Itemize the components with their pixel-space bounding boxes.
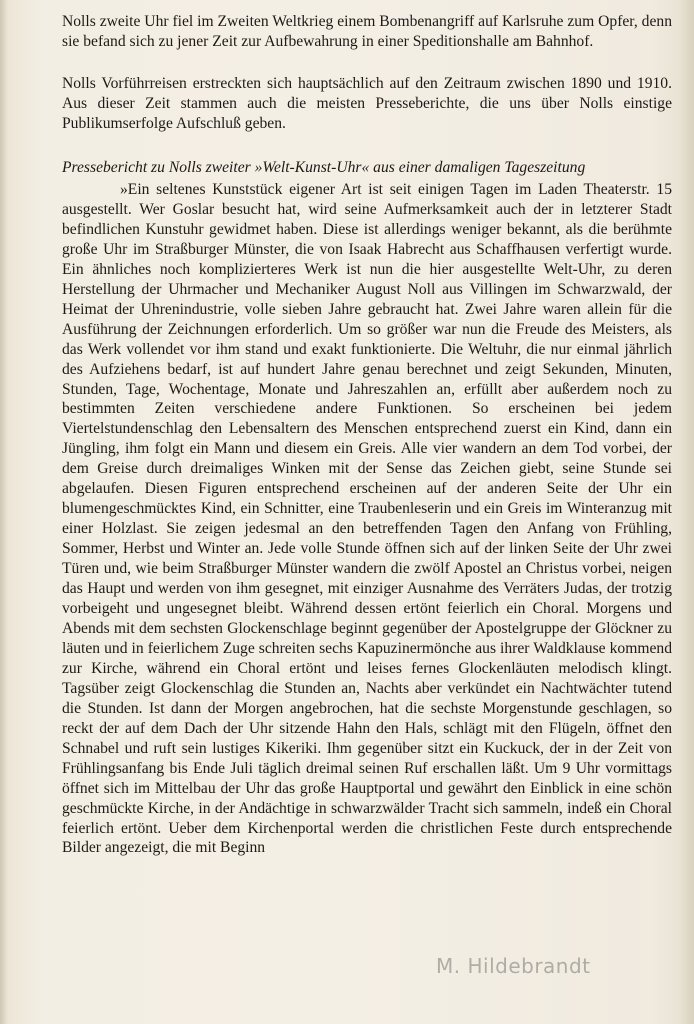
page-right-edge xyxy=(680,0,694,1024)
watermark: M. Hildebrandt xyxy=(436,954,591,978)
press-report-text: »Ein seltenes Kunststück eigener Art ist seit einigen Tagen im Laden Theaterstr. 15 ausgestellt. Wer Goslar besucht hat, wird seine Aufmerksamkeit auch der in letzterer Stadt befindlichen Kunstuhr gewidmet haben. Diese ist allerdings weniger bekannt, als die berühmte große Uhr im Straßburger Münster, die von Isaak Habrecht aus Schaffhausen verfertigt wurde. Ein ähnliches noch komplizierteres Werk ist nun die hier ausgestellte Welt-Uhr, zu deren Herstellung der Uhrmacher und Mechaniker August Noll aus Villingen im Schwarzwald, der Heimat der Uhrenindustrie, volle sieben Jahre gebraucht hat. Zwei Jahre waren allein für die Ausführung der Zeichnungen erforderlich. Um so größer war nun die Freude des Meisters, als das Werk vollendet vor ihm stand und exakt funktionierte. Die Weltuhr, die nur einmal jährlich des Aufziehens bedarf, ist auf hundert Jahre genau berechnet und zeigt Sekunden, Minuten, Stunden, Tage, Wochentage, Monate und Jahreszahlen an, erfüllt aber außerdem noch zu bestimmten Zeiten verschiedene andere Funktionen. So erscheinen bei jedem Viertelstundenschlag den Lebensaltern des Menschen entsprechend zuerst ein Kind, dann ein Jüngling, ihm folgt ein Mann und diesem ein Greis. Alle vier wandern an dem Tod vorbei, der dem Greise durch dreimaliges Winken mit der Sense das Zeichen giebt, seine Stunde sei abgelaufen. Diesen Figuren entsprechend erscheinen auf der anderen Seite der Uhr ein blumengeschmücktes Kind, ein Schnitter, eine Traubenleserin und ein Greis im Winteranzug mit einer Holzlast. Sie zeigen jedesmal an den betreffenden Tagen den Anfang von Frühling, Sommer, Herbst und Winter an. Jede volle Stunde öffnen sich auf der linken Seite der Uhr zwei Türen und, wie beim Straßburger Münster wandern die zwölf Apostel an Christus vorbei, neigen das Haupt und werden von ihm gesegnet, mit einziger Ausnahme des Verräters Judas, der trotzig vorbeigeht und ungesegnet bleibt. Während dessen ertönt feierlich ein Choral. Morgens und Abends mit dem sechsten Glockenschlage beginnt gegenüber der Apostelgruppe der Glöckner zu läuten und in feierlichem Zuge schreiten sechs Kapuzinermönche aus ihrer Waldklause kommend zur Kirche, während ein Choral ertönt und leises fernes Glockenläuten melodisch klingt. Tagsüber zeigt Glockenschlag die Stunden an, Nachts aber verkündet ein Nachtwächter tutend die Stunden. Ist dann der Morgen angebrochen, hat die sechste Morgenstunde geschlagen, so reckt der auf dem Dach der Uhr sitzende Hahn den Hals, schlägt mit den Flügeln, öffnet den Schnabel und ruft sein lustiges Kikeriki. Ihm gegenüber sitzt ein Kuckuck, der in der Zeit von Frühlingsanfang bis Ende Juli täglich dreimal seinen Ruf erschallen läßt. Um 9 Uhr vormittags öffnet sich im Mittelbau der Uhr das große Hauptportal und gewährt den Einblick in eine schön geschmückte Kirche, in der Andächtige in schwarzwälder Tracht sich sammeln, indeß ein Choral feierlich ertönt. Ueber dem Kirchenportal werden die christlichen Feste durch entsprechende Bilder angezeigt, die mit Beginn xyxy=(62,181,672,857)
press-report-body xyxy=(62,180,672,858)
paragraph-bomb-attack: Nolls zweite Uhr fiel im Zweiten Weltkrieg einem Bombenangriff auf Karlsruhe zum Opfer, denn sie befand sich zu jener Zeit zur Aufbewahrung in einer Speditionshalle am Bahnhof. xyxy=(62,13,672,51)
paragraph-tours: Nolls Vorführreisen erstreckten sich hauptsächlich auf den Zeitraum zwischen 1890 und 1910. Aus dieser Zeit stammen auch die meisten Presseberichte, die uns über Nolls einstige Publikumserfolge Aufschluß geben. xyxy=(62,75,672,133)
page-left-edge xyxy=(0,0,8,1024)
press-report-heading: Pressebericht zu Nolls zweiter »Welt-Kunst-Uhr« aus einer damaligen Tageszeitung xyxy=(62,159,586,176)
